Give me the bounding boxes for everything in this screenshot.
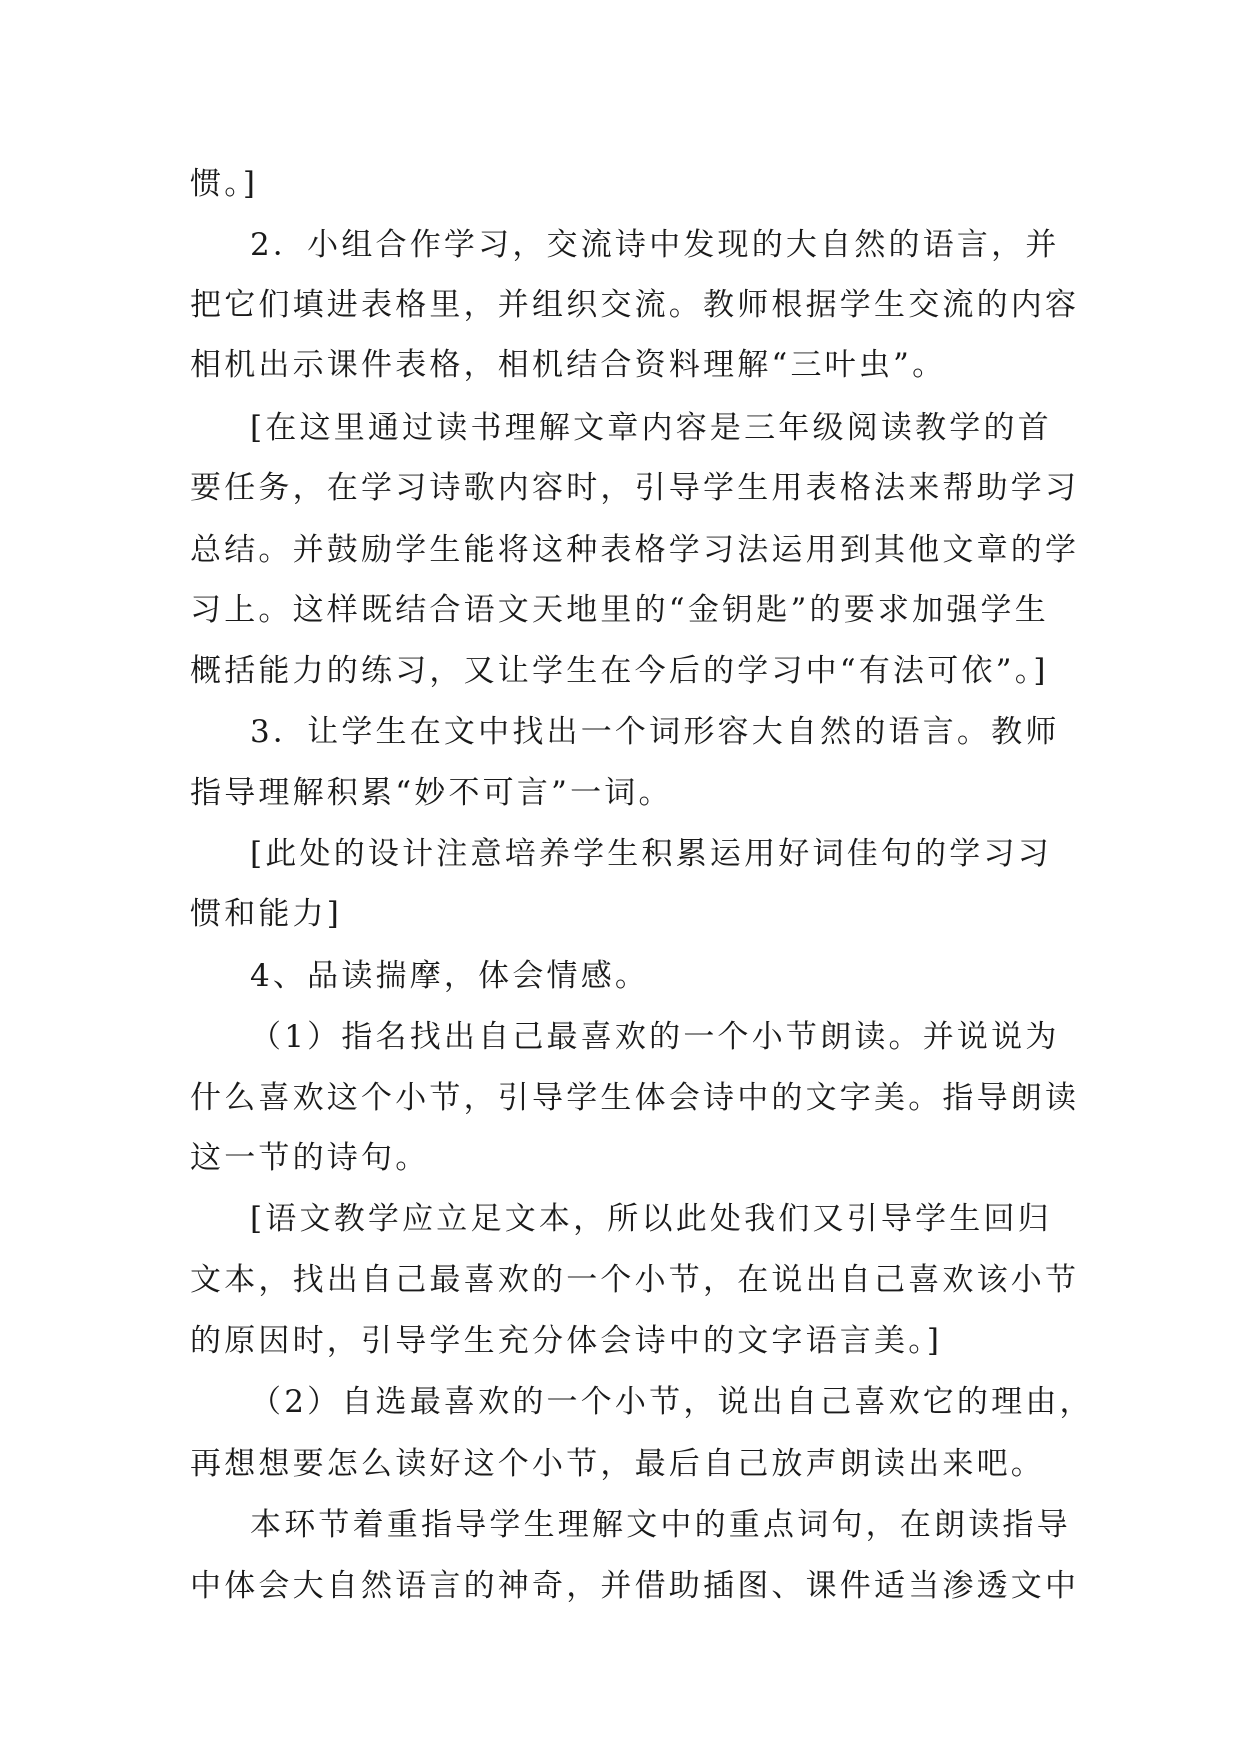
text-line: 惯和能力]: [190, 896, 343, 932]
text-line: 要任务，在学习诗歌内容时，引导学生用表格法来帮助学习: [190, 470, 1080, 506]
text-line: 3．让学生在文中找出一个词形容大自然的语言。教师: [250, 714, 1060, 750]
text-line: 本环节着重指导学生理解文中的重点词句，在朗读指导: [250, 1507, 1071, 1543]
text-line: 这一节的诗句。: [190, 1140, 430, 1176]
text-line: 指导理解积累“妙不可言”一词。: [190, 775, 673, 811]
text-line: 什么喜欢这个小节，引导学生体会诗中的文字美。指导朗读: [190, 1080, 1080, 1116]
text-line: 再想想要怎么读好这个小节，最后自己放声朗读出来吧。: [190, 1446, 1045, 1482]
text-line: 中体会大自然语言的神奇，并借助插图、课件适当渗透文中: [190, 1568, 1080, 1604]
text-line: （1）指名找出自己最喜欢的一个小节朗读。并说说为: [250, 1019, 1060, 1055]
text-line: 的原因时，引导学生充分体会诗中的文字语言美。]: [190, 1323, 943, 1359]
text-line: 文本，找出自己最喜欢的一个小节，在说出自己喜欢该小节: [190, 1262, 1080, 1298]
text-line: （2）自选最喜欢的一个小节，说出自己喜欢它的理由，: [250, 1384, 1094, 1420]
text-line: 相机出示课件表格，相机结合资料理解“三叶虫”。: [190, 347, 947, 383]
text-line: 4、品读揣摩，体会情感。: [250, 958, 650, 994]
text-line: 2．小组合作学习，交流诗中发现的大自然的语言，并: [250, 227, 1060, 263]
text-line: 习上。这样既结合语文天地里的“金钥匙”的要求加强学生: [190, 592, 1049, 628]
text-line: [在这里通过读书理解文章内容是三年级阅读教学的首: [250, 410, 1052, 446]
text-line: [此处的设计注意培养学生积累运用好词佳句的学习习: [250, 836, 1052, 872]
text-line: 总结。并鼓励学生能将这种表格学习法运用到其他文章的学: [190, 532, 1080, 568]
text-line: 概括能力的练习，又让学生在今后的学习中“有法可依”。]: [190, 653, 1049, 689]
text-line: 惯。]: [190, 166, 259, 202]
text-line: [语文教学应立足文本，所以此处我们又引导学生回归: [250, 1201, 1052, 1237]
text-line: 把它们填进表格里，并组织交流。教师根据学生交流的内容: [190, 287, 1080, 323]
